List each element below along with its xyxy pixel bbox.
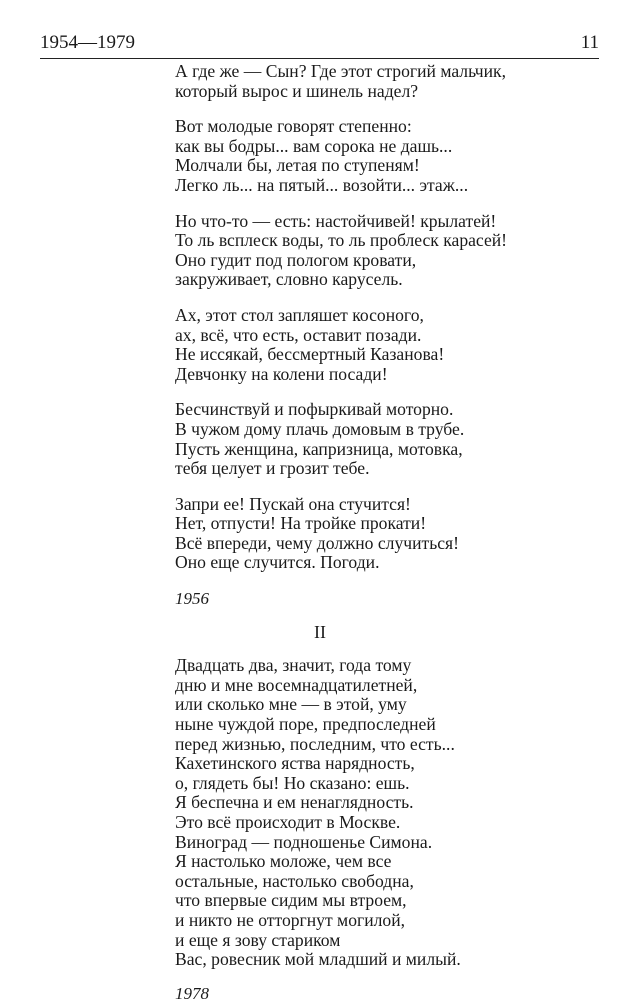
section-number: II [314,621,326,642]
poem-part-1 [175,62,605,573]
verse-line: перед жизнью, последним, что есть... [175,733,455,754]
verse-line: Я настолько моложе, чем все [175,851,392,872]
verse-line: что впервые сидим мы втроем, [175,890,407,911]
verse-line: Кахетинского яства нарядность, [175,753,415,774]
verse-line: тебя целует и грозит тебе. [175,458,370,479]
verse-line: Вот молодые говорят степенно: [175,116,412,137]
stanza [175,212,605,290]
verse-line: Легко ль... на пятый... возойти... этаж... [175,174,469,195]
verse-line: и еще я зову стариком [175,929,341,950]
verse-line: закруживает, словно карусель. [175,269,403,290]
verse-line: Я беспечна и ем ненаглядность. [175,792,414,813]
verse-line: Девчонку на колени посади! [175,363,388,384]
header-rule [40,58,599,59]
verse-line: о, глядеть бы! Но сказано: ешь. [175,772,410,793]
verse-line: Вас, ровесник мой младший и милый. [175,949,461,970]
verse-line: Оно гудит под пологом кровати, [175,249,417,270]
stanza [175,62,605,101]
verse-line: Пусть женщина, капризница, мотовка, [175,438,463,459]
running-header [40,30,599,60]
header-years: 1954—1979 [40,32,135,53]
verse-line: Всё впереди, чему должно случиться! [175,532,459,553]
page-number: 11 [580,32,599,53]
verse-line: Ах, этот стол запляшет косоного, [175,304,424,325]
poem-date-1: 1956 [175,589,209,609]
verse-line: и никто не отторгнут могилой, [175,909,406,930]
poem-part-2 [175,656,605,970]
verse-line: Но что-то — есть: настойчивей! крылатей! [175,210,497,231]
poem-date-2: 1978 [175,983,209,1003]
stanza [175,495,605,573]
verse-line: Бесчинствуй и пофыркивай моторно. [175,399,454,420]
verse-line: Не иссякай, бессмертный Казанова! [175,344,445,365]
verse-line: ах, всё, что есть, оставит позади. [175,324,422,345]
verse-line: Молчали бы, летая по ступеням! [175,155,420,176]
verse-line: остальные, настолько свободна, [175,870,414,891]
verse-line: В чужом дому плачь домовым в трубе. [175,418,465,439]
verse-line: А где же — Сын? Где этот строгий мальчик, [175,61,506,81]
verse-line: как вы бодры... вам сорока не дашь... [175,135,453,156]
verse-line: дню и мне восемнадцатилетней, [175,674,418,695]
verse-line: То ль всплеск воды, то ль проблеск карасей! [175,230,508,251]
verse-line: ныне чуждой поре, предпоследней [175,714,436,735]
stanza [175,400,605,478]
stanza [175,306,605,384]
verse-line: Двадцать два, значит, года тому [175,655,412,676]
verse-line: который вырос и шинель надел? [175,80,419,101]
verse-line: Нет, отпусти! На тройке прокати! [175,513,427,534]
poem-text [175,62,605,1003]
verse-line: Это всё происходит в Москве. [175,812,401,832]
stanza [175,117,605,195]
verse-line: или сколько мне — в этой, уму [175,694,407,715]
verse-line: Запри ее! Пускай она стучится! [175,493,411,514]
verse-line: Виноград — подношенье Симона. [175,831,433,852]
verse-line: Оно еще случится. Погоди. [175,552,380,573]
